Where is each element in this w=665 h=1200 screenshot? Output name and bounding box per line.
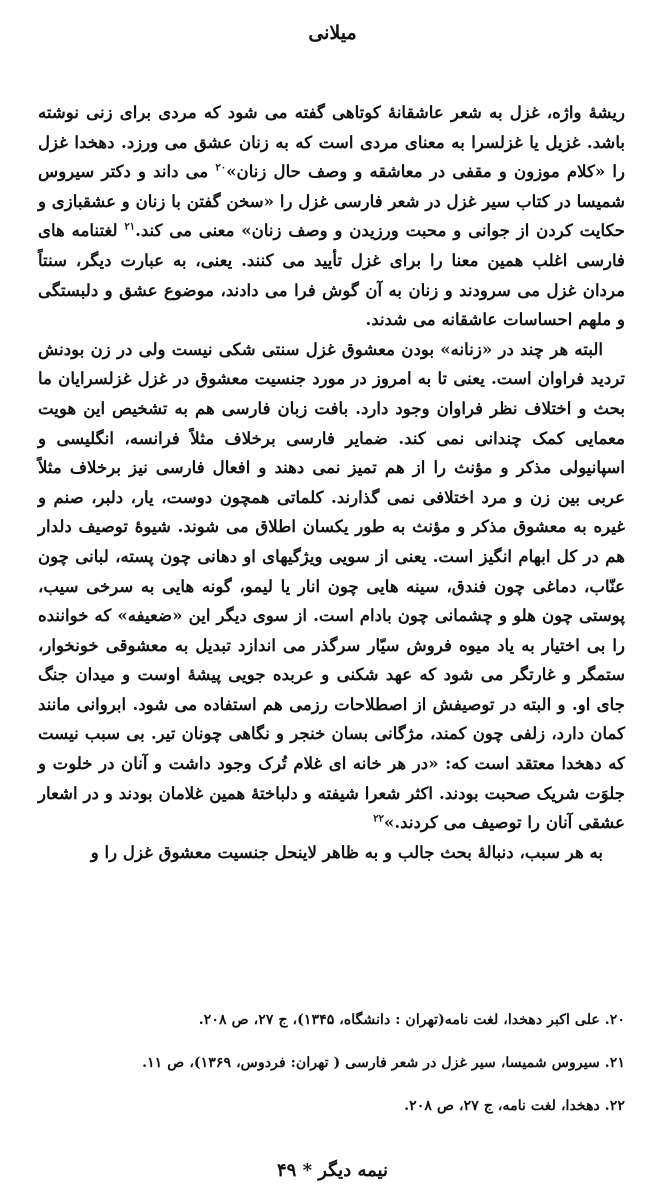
paragraph-text: می داند و دکتر سیروس شمیسا در کتاب سیر غزل در شعر فارسی غزل را «سخن گفتن با زنان و عشقبازی و حکایت کردن از جوانی و محبت ورزیدن و وصف زنان» معنی می کند. xyxy=(38,161,625,241)
footnote-ref-21: ۲۱ xyxy=(124,221,136,233)
article-body xyxy=(38,98,625,867)
footnote-21: ۲۱. سیروس شمیسا، سیر غزل در شعر فارسی ( تهران: فردوس، ۱۳۶۹)، ص ۱۱. xyxy=(142,1055,625,1071)
paragraph-text: ریشهٔ واژه، غزل به شعر عاشقانهٔ کوتاهی گفته می شود که مردی برای زنی نوشته باشد. غزیل یا غزلسرا به معنای مردی است که به زنان عشق می ورزد. دهخدا غزل را «کلام موزون و مقفی در معاشقه و وصف حال زنان» xyxy=(38,102,625,182)
footnote-20: ۲۰. علی اکبر دهخدا، لغت نامه(تهران : دانشگاه، ۱۳۴۵)، ج ۲۷، ص ۲۰۸. xyxy=(198,1012,625,1028)
paragraph-1 xyxy=(38,98,625,335)
footnote-ref-20: ۲۰ xyxy=(215,162,227,174)
footnote-22: ۲۲. دهخدا، لغت نامه، ج ۲۷، ص ۲۰۸. xyxy=(404,1098,625,1114)
running-header: میلانی xyxy=(308,22,357,44)
page-footer: نیمه دیگر * ۴۹ xyxy=(277,1160,388,1181)
paragraph-text: به هر سبب، دنبالهٔ بحث جالب و به ظاهر لاینحل جنسیت معشوق غزل را و xyxy=(90,841,603,862)
paragraph-2 xyxy=(38,335,625,838)
paragraph-text: البته هر چند در «زنانه» بودن معشوق غزل سنتی شکی نیست ولی در زن بودنش تردید فراوان است. یعنی تا به امروز در مورد جنسیت معشوق در غزل غزلسرایان ما بحث و اختلاف نظر فراوان وجود دارد. بافت زبان فارسی هم به تشخیص این هویت معمایی کمک چندانی نمی کند. ضمایر فارسی برخلاف مثلاً فرانسه، انگلیسی و اسپانیولی مذکر و مؤنث را از هم تمیز نمی دهند و افعال فارسی نیز برخلاف مثلاً عربی بین زن و مرد اختلافی نمی گذارند. کلماتی همچون دوست، یار، دلبر، صنم و غیره به معشوق مذکر و مؤنث به طور یکسان اطلاق می شوند. شیوهٔ توصیف دلدار هم در کل ابهام انگیز است. یعنی از سویی ویژگیهای او دهانی چون پسته، لبانی چون عنّاب، دماغی چون فندق، سینه هایی چون انار یا لیمو، گونه هایی به سرخی سیب، پوستی چون هلو و چشمانی چون بادام است. از سوی دیگر این «ضعیفه» که خواننده را بی اختیار به یاد میوه فروش سیّار سرگذر می اندازد تبدیل به معشوقی خونخوار، ستمگر و غارتگر می شود که عهد شکنی و عربده جویی پیشهٔ اوست و میدان جنگ جای او. و البته در توصیفش از اصطلاحات رزمی هم استفاده می شود. ابروانی مانند کمان دارد، زلفی چون کمند، مژگانی بسان خنجر و نگاهی چونان تیر. بی سبب نیست که دهخدا معتقد است که: «در هر خانه ای غلام تُرک وجود داشت و آنان در خلوت و جلوَت شریک صحبت بودند. اکثر شعرا شیفته و دلباختهٔ همین غلامان بودند و در اشعار عشقی آنان را توصیف می کردند.» xyxy=(38,338,625,833)
footnote-ref-22: ۲۲ xyxy=(373,813,384,825)
paragraph-3 xyxy=(38,838,625,868)
footnotes xyxy=(38,1010,625,1139)
paragraph-text: لغتنامه های فارسی اغلب همین معنا را برای غزل تأیید می کنند. یعنی، به عبارت دیگر، سنتاً مردان غزل می سرودند و زنان به آن گوش فرا می دادند، موضوع عشق و دلبستگی و ملهم احساسات عاشقانه می شدند. xyxy=(38,220,625,330)
